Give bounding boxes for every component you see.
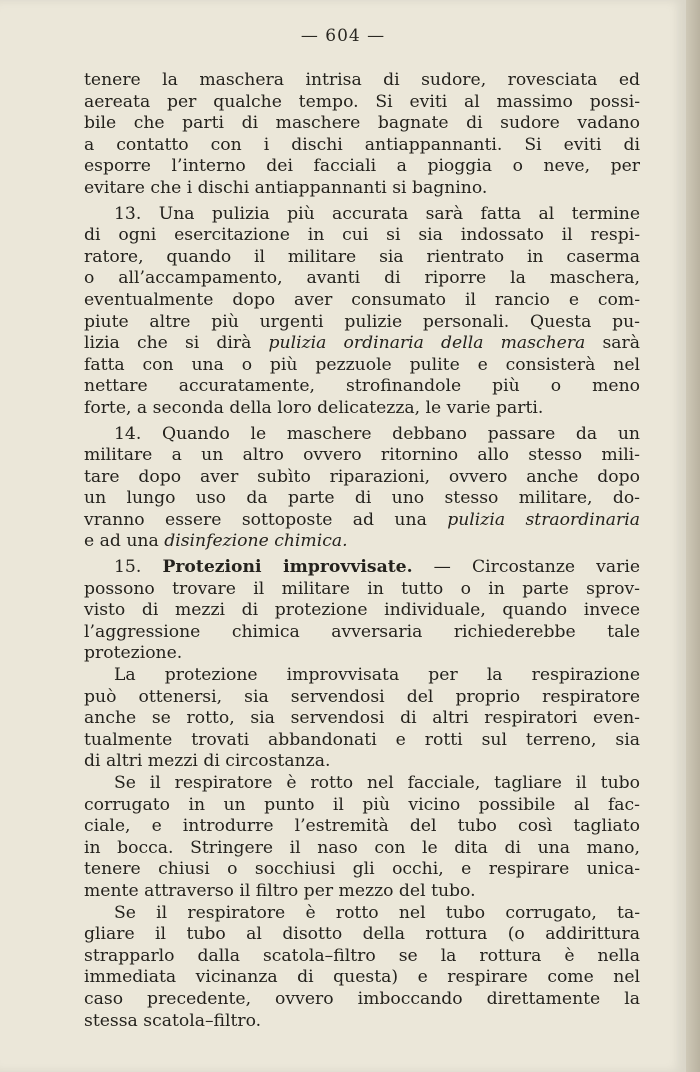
text-line: di ogni esercitazione in cui si sia indossato il respi- <box>84 225 640 246</box>
text-line: mente attraverso il filtro per mezzo del tubo. <box>84 880 476 901</box>
text-line: di altri mezzi di circostanza. <box>84 751 331 772</box>
text-line: stessa scatola–filtro. <box>84 1010 262 1031</box>
text-line: gliare il tubo al disotto della rottura (o addirittura <box>84 924 640 945</box>
text-line: anche se rotto, sia servendosi di altri respiratori even- <box>84 708 640 729</box>
text-line: forte, a seconda della loro delicatezza, le varie parti. <box>84 397 544 418</box>
text-line: a contatto con i dischi antiappannanti. Si eviti di <box>84 134 640 155</box>
text-segment: vranno essere sottoposte ad una <box>84 509 448 530</box>
text-line: 14. Quando le maschere debbano passare da un <box>114 423 640 444</box>
text-line <box>84 557 640 579</box>
text-line: in bocca. Stringere il naso con le dita di una mano, <box>84 837 640 858</box>
text-segment: e ad una <box>84 531 165 552</box>
text-line: tenere la maschera intrisa di sudore, rovesciata ed <box>84 70 640 90</box>
text-line: immediata vicinanza di questa) e respirare come nel <box>84 967 640 988</box>
italic-term: disinfezione chimica. <box>164 531 348 552</box>
text-line: eventualmente dopo aver consumato il rancio e com- <box>84 289 640 310</box>
text-line: La protezione improvvisata per la respirazione <box>114 665 640 686</box>
body-text <box>84 70 640 1032</box>
text-segment: 15. <box>114 557 163 578</box>
text-line: strapparlo dalla scatola–filtro se la rottura è nella <box>84 945 640 966</box>
text-line: bile che parti di maschere bagnate di sudore vadano <box>84 113 640 134</box>
text-segment: sarà <box>585 333 640 354</box>
text-line: 13. Una pulizia più accurata sarà fatta al termine <box>114 203 640 224</box>
text-line: nettare accuratamente, strofinandole più o meno <box>84 376 640 397</box>
text-line: piute altre più urgenti pulizie personali. Questa pu- <box>84 311 640 332</box>
text-line: ciale, e introdurre l’estremità del tubo così tagliato <box>84 816 640 837</box>
section-heading: Protezioni improvvisate. <box>162 557 413 578</box>
text-line: l’aggressione chimica avversaria richiederebbe tale <box>84 621 640 642</box>
text-line: fatta con una o più pezzuole pulite e consisterà nel <box>84 354 640 375</box>
text-line: visto di mezzi di protezione individuale, quando invece <box>84 600 640 621</box>
italic-term: pulizia straordinaria <box>447 509 641 530</box>
text-line: Se il respiratore è rotto nel tubo corrugato, ta- <box>114 902 640 923</box>
text-line <box>84 510 640 532</box>
text-line <box>84 531 640 553</box>
text-line: militare a un altro ovvero ritornino allo stesso mili- <box>84 445 640 466</box>
text-line: possono trovare il militare in tutto o in parte sprov- <box>84 578 640 599</box>
text-line: caso precedente, ovvero imboccando direttamente la <box>84 988 640 1009</box>
text-line: tare dopo aver subìto riparazioni, ovvero anche dopo <box>84 466 640 487</box>
italic-term: pulizia ordinaria della maschera <box>268 333 586 354</box>
text-line: ratore, quando il militare sia rientrato in caserma <box>84 246 640 267</box>
text-line: aereata per qualche tempo. Si eviti al massimo possi- <box>84 91 640 112</box>
text-line: un lungo uso da parte di uno stesso militare, do- <box>84 488 640 509</box>
text-line: o all’accampamento, avanti di riporre la maschera, <box>84 268 640 289</box>
text-line: Se il respiratore è rotto nel facciale, tagliare il tubo <box>114 773 640 793</box>
text-line: protezione. <box>84 643 183 664</box>
text-line: tenere chiusi o socchiusi gli occhi, e respirare unica- <box>84 859 640 880</box>
text-line: può ottenersi, sia servendosi del proprio respiratore <box>84 686 640 707</box>
page-edge <box>686 0 700 1072</box>
page-number: — 604 — <box>300 26 386 46</box>
text-segment: lizia che si dirà <box>84 333 269 354</box>
text-line: corrugato in un punto il più vicino possibile al fac- <box>84 794 640 815</box>
text-line: tualmente trovati abbandonati e rotti sul terreno, sia <box>84 729 640 750</box>
text-line: esporre l’interno dei facciali a pioggia o neve, per <box>84 156 640 177</box>
text-segment: — Circostanze varie <box>412 557 640 578</box>
text-line: evitare che i dischi antiappannanti si bagnino. <box>84 177 488 198</box>
text-line <box>84 333 640 355</box>
